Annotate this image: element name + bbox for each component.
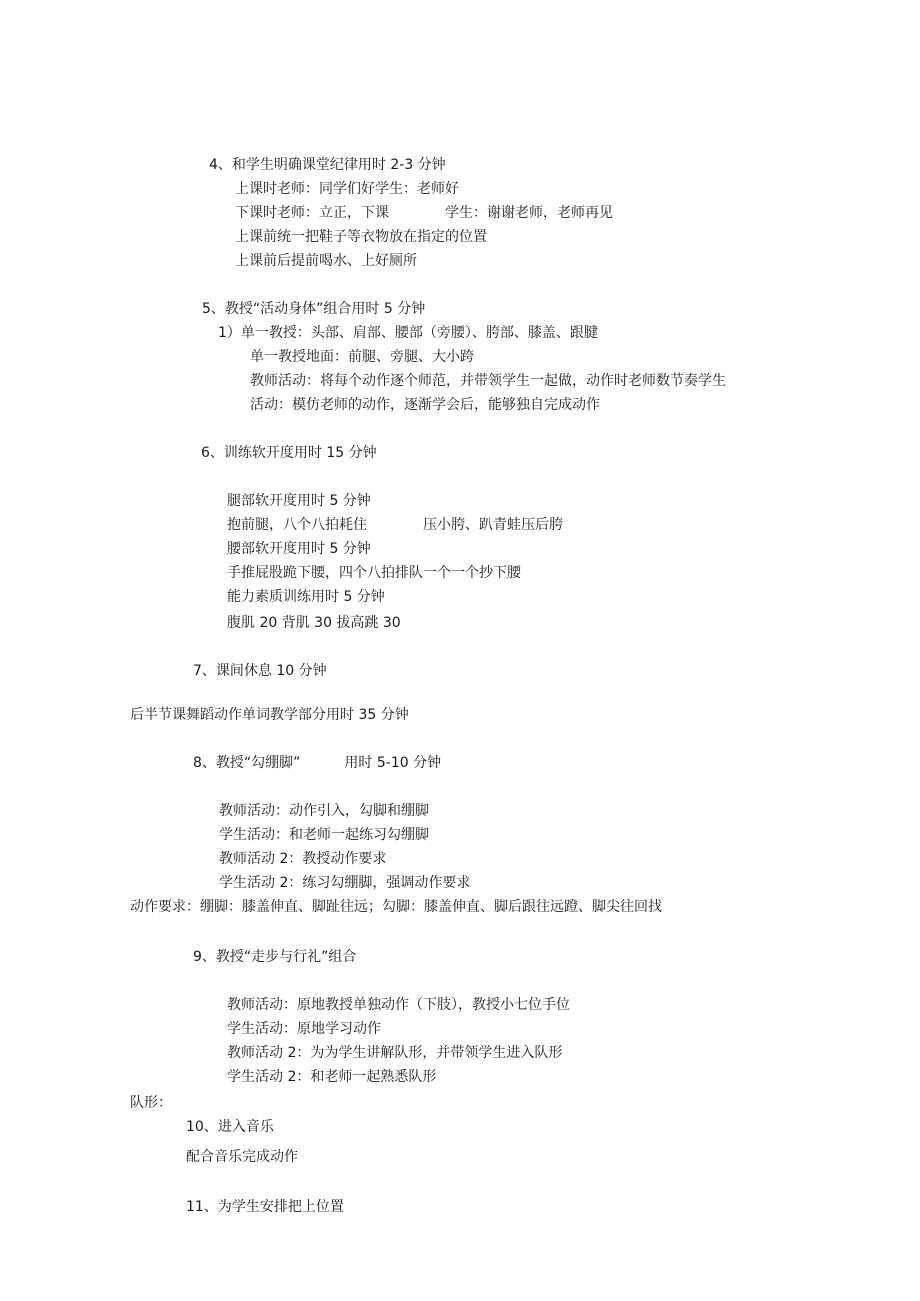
section-5-line-1: 1）单一教授：头部、肩部、腰部（旁腰）、胯部、膝盖、跟腱 — [218, 325, 598, 341]
section-9-line-5: 队形： — [130, 1095, 172, 1111]
section-5-heading: 5、教授“活动身体”组合用时 5 分钟 — [202, 301, 426, 317]
section-10-heading: 10、进入音乐 — [186, 1119, 274, 1135]
section-4-line-4: 上课前后提前喝水、上好厕所 — [235, 253, 417, 269]
section-6-line-4: 手推屁股跪下腰，四个八拍排队一个一个抄下腰 — [227, 565, 521, 581]
section-6-heading: 6、训练软开度用时 15 分钟 — [201, 445, 377, 461]
section-4-line-3: 上课前统一把鞋子等衣物放在指定的位置 — [235, 229, 487, 245]
section-6-line-2a: 抱前腿，八个八拍耗住 — [227, 517, 367, 533]
section-5-line-4: 活动：模仿老师的动作，逐渐学会后，能够独自完成动作 — [250, 397, 600, 413]
section-9-heading: 9、教授“走步与行礼”组合 — [193, 949, 357, 965]
section-8-line-1: 教师活动：动作引入，勾脚和绷脚 — [219, 803, 429, 819]
section-9-line-2: 学生活动：原地学习动作 — [227, 1021, 381, 1037]
section-8-heading-b: 用时 5-10 分钟 — [344, 755, 442, 771]
section-11-heading: 11、为学生安排把上位置 — [186, 1199, 344, 1215]
section-10-line-1: 配合音乐完成动作 — [186, 1149, 298, 1165]
section-4-heading: 4、和学生明确课堂纪律用时 2-3 分钟 — [209, 157, 446, 173]
section-9-line-4: 学生活动 2：和老师一起熟悉队形 — [227, 1069, 437, 1085]
section-5-line-2: 单一教授地面：前腿、旁腿、大小跨 — [250, 349, 474, 365]
section-9-line-1: 教师活动：原地教授单独动作（下肢），教授小七位手位 — [227, 997, 570, 1013]
section-6-line-1: 腿部软开度用时 5 分钟 — [227, 493, 371, 509]
section-7-heading: 7、课间休息 10 分钟 — [193, 663, 327, 679]
section-6-line-5: 能力素质训练用时 5 分钟 — [227, 589, 385, 605]
second-half-heading: 后半节课舞蹈动作单词教学部分用时 35 分钟 — [130, 707, 409, 723]
section-8-heading-a: 8、教授“勾绷脚” — [193, 755, 301, 771]
section-8-heading — [193, 754, 441, 772]
section-4-line-2b: 学生：谢谢老师，老师再见 — [445, 205, 613, 221]
section-9-line-3: 教师活动 2：为为学生讲解队形，并带领学生进入队形 — [227, 1045, 563, 1061]
section-6-line-6: 腹肌 20 背肌 30 拔高跳 30 — [227, 615, 401, 631]
section-6-line-3: 腰部软开度用时 5 分钟 — [227, 541, 371, 557]
section-5-line-3: 教师活动：将每个动作逐个师范，并带领学生一起做，动作时老师数节奏学生 — [250, 373, 726, 389]
section-6-line-2b: 压小胯、趴青蛙压后胯 — [423, 517, 563, 533]
section-8-line-4: 学生活动 2：练习勾绷脚，强调动作要求 — [219, 875, 471, 891]
section-8-line-5: 动作要求：绷脚：膝盖伸直、脚趾往远；勾脚：膝盖伸直、脚后跟往远蹬、脚尖往回找 — [130, 899, 662, 915]
section-8-line-2: 学生活动：和老师一起练习勾绷脚 — [219, 827, 429, 843]
section-8-line-3: 教师活动 2：教授动作要求 — [219, 851, 387, 867]
section-4-line-2a: 下课时老师：立正，下课 — [235, 205, 389, 221]
section-4-line-2 — [235, 204, 613, 222]
section-6-line-2 — [227, 516, 563, 534]
section-4-line-1: 上课时老师：同学们好学生：老师好 — [235, 181, 459, 197]
